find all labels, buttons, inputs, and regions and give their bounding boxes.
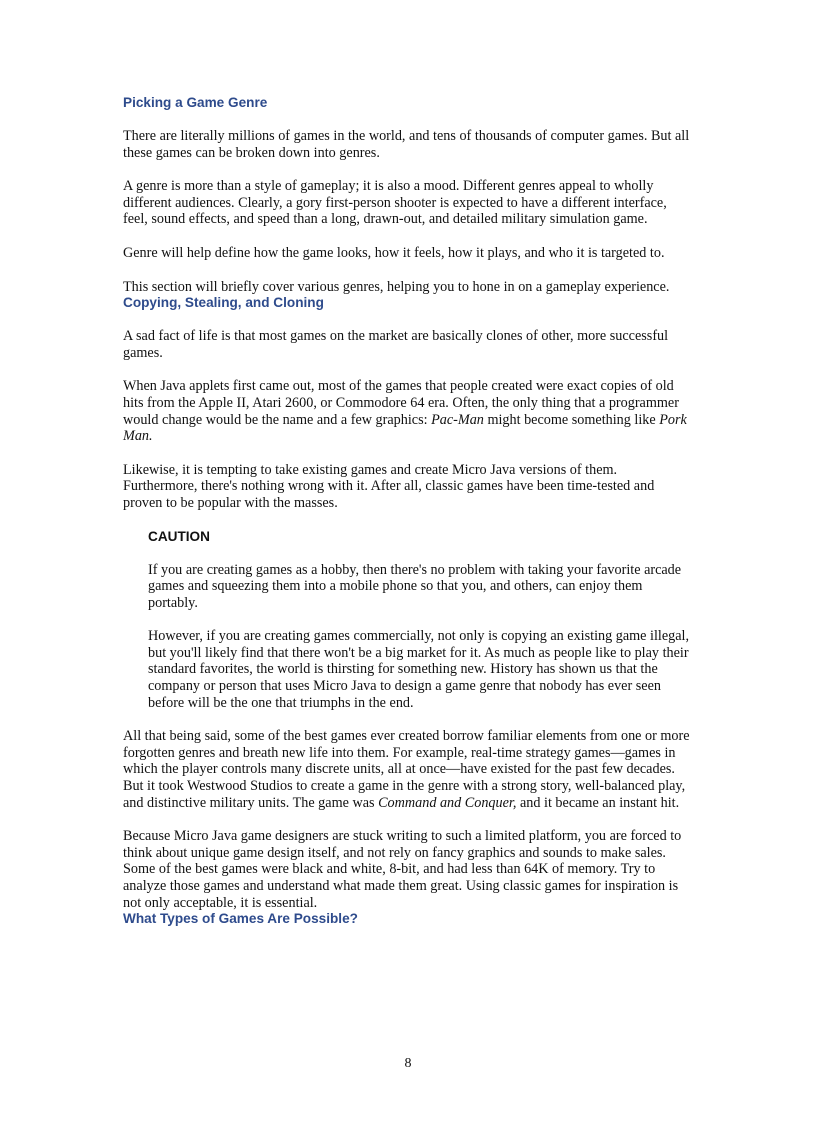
title-pac-man: Pac-Man [431,411,484,428]
page-number: 8 [404,1056,412,1071]
page-content [123,95,695,927]
copying-paragraph-4-end: and it became an instant hit. [516,794,680,811]
title-command-and-conquer: Command and Conquer, [378,794,517,811]
section-heading-genre: Picking a Game Genre [123,95,268,110]
title-pork-man: Pork Man. [123,411,687,445]
copying-paragraph-3: Likewise, it is tempting to take existing games and create Micro Java versions of them. Furthermore, there's nothing wrong with it. After all, classic games have been time-tested and proven to be popular with the masses. [123,461,655,511]
copying-paragraph-1: A sad fact of life is that most games on the market are basically clones of other, more successful games. [123,328,669,361]
copying-paragraph-4-start: All that being said, some of the best games ever created borrow familiar elements from one or more forgotten genres and breath new life into them. For example, real-time strategy games—games in which the player controls many discrete units, all at once—have existed for the past few decades. But it took Westwood Studios to create a game in the genre with a strong story, well-balanced play, and distinctive military units. The game was [123,728,690,811]
genre-paragraph-2: A genre is more than a style of gameplay; it is also a mood. Different genres appeal to wholly different audiences. Clearly, a gory first-person shooter is expected to have a different interface, feel, sound effects, and speed than a long, drawn-out, and detailed military simulation game. [123,178,667,228]
copying-paragraph-2-start: When Java applets first came out, most of the games that people created were exact copies of old hits from the Apple II, Atari 2600, or Commodore 64 era. Often, the only thing that a programmer would change would be the name and a few graphics: [123,378,679,428]
section-heading-types: What Types of Games Are Possible? [123,911,358,927]
section-heading-copying: Copying, Stealing, and Cloning [123,295,324,311]
caution-paragraph-1: If you are creating games as a hobby, then there's no problem with taking your favorite arcade games and squeezing them into a mobile phone so that you, and others, can enjoy them portably. [148,561,682,611]
copying-paragraph-5: Because Micro Java game designers are stuck writing to such a limited platform, you are forced to think about unique game design itself, and not rely on fancy graphics and sounds to make sales. Some of the best games were black and white, 8-bit, and had less than 64K of memory. Try to analyze those games and understand what made them great. Using classic games for inspiration is not only acceptable, it is essential. [123,828,682,911]
genre-paragraph-4: This section will briefly cover various genres, helping you to hone in on a gameplay experience. [123,278,670,295]
copying-paragraph-4 [123,728,695,811]
genre-paragraph-3: Genre will help define how the game looks, how it feels, how it plays, and who it is targeted to. [123,244,665,261]
genre-paragraph-1: There are literally millions of games in the world, and tens of thousands of computer games. But all these games can be broken down into genres. [123,128,690,161]
caution-paragraph-2: However, if you are creating games commercially, not only is copying an existing game illegal, but you'll likely find that there won't be a big market for it. As much as people like to play their standard favorites, the world is thirsting for something new. History has shown us that the company or person that uses Micro Java to design a game genre that nobody has ever seen before will be the one that triumphs in the end. [148,628,690,711]
caution-title: CAUTION [148,528,210,544]
copying-paragraph-2-mid: might become something like [483,411,660,428]
copying-paragraph-2 [123,378,695,444]
caution-note [148,529,695,712]
